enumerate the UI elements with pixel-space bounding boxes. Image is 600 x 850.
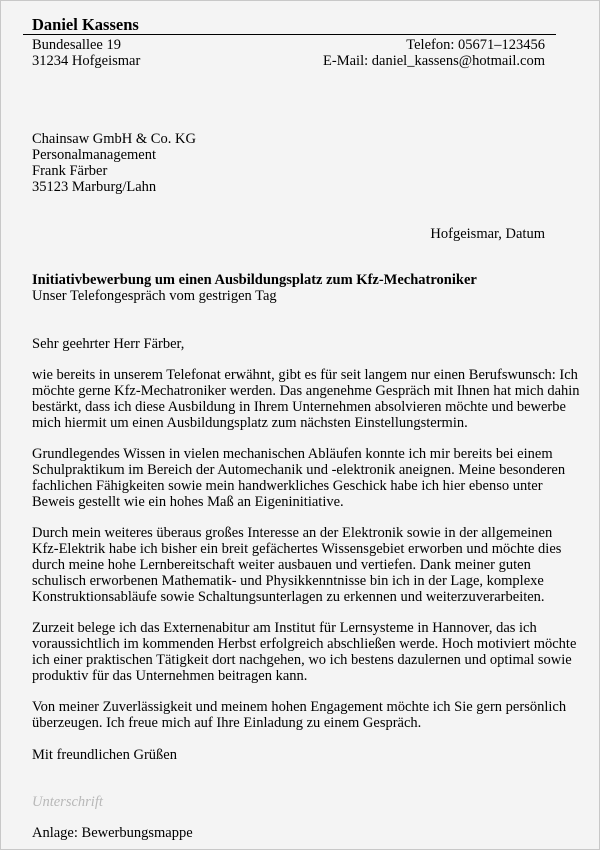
recipient-line: Chainsaw GmbH & Co. KG (32, 131, 196, 147)
paragraph-line: schulisch erworbenen Mathematik- und Physikkenntnisse bin ich in der Lage, komplexe (32, 573, 544, 589)
subject: Initiativbewerbung um einen Ausbildungsplatz zum Kfz-Mechatroniker (32, 272, 477, 288)
paragraph-line: mich hiermit um einen Ausbildungsplatz zum nächsten Einstellungstermin. (32, 415, 468, 431)
enclosure: Anlage: Bewerbungsmappe (32, 825, 193, 841)
subject-block (32, 272, 477, 304)
paragraph (32, 620, 576, 684)
paragraph (32, 367, 580, 431)
sender-city: 31234 Hofgeismar (32, 53, 141, 69)
sender-address (32, 37, 140, 69)
salutation: Sehr geehrter Herr Färber, (32, 336, 185, 352)
paragraph (32, 699, 566, 731)
paragraph-line: Grundlegendes Wissen in vielen mechanischen Abläufen konnte ich mir bereits bei einem (32, 446, 553, 462)
closing: Mit freundlichen Grüßen (32, 747, 177, 763)
recipient-line: Frank Färber (32, 163, 108, 179)
reference: Unser Telefongespräch vom gestrigen Tag (32, 288, 277, 304)
sender-name: Daniel Kassens (32, 15, 139, 34)
paragraph-line: überzeugen. Ich freue mich auf Ihre Einladung zu einem Gespräch. (32, 715, 422, 731)
paragraph-line: möchte gerne Kfz-Mechatroniker werden. Das angenehme Gespräch mit Ihnen hat mich dahin (32, 383, 580, 399)
sender-email: E-Mail: daniel_kassens@hotmail.com (323, 53, 545, 69)
paragraph-line: ich einer praktischen Tätigkeit dort nachgehen, wo ich bestens dazulernen und optimal sowie (32, 652, 572, 668)
place-date: Hofgeismar, Datum (430, 226, 545, 242)
paragraph-line: Konstruktionsabläufe sowie Schaltungsunterlagen zu erkennen und weiterzuverarbeiten. (32, 589, 545, 605)
paragraph-line: wie bereits in unserem Telefonat erwähnt, gibt es für seit langem nur einen Berufswunsch: Ich (32, 367, 578, 383)
paragraph-line: bestärkt, dass ich diese Ausbildung in Ihrem Unternehmen absolvieren möchte und bewerbe (32, 399, 566, 415)
paragraph (32, 525, 561, 605)
paragraph-line: voraussichtlich im kommenden Herbst erfolgreich abschließen werde. Hoch motiviert möchte (32, 636, 577, 652)
paragraph-line: Von meiner Zuverlässigkeit und meinem hohen Engagement möchte ich Sie gern persönlich (32, 699, 567, 715)
signature: Unterschrift (32, 794, 103, 810)
sender-contact (323, 37, 545, 69)
paragraph-line: Schulpraktikum im Bereich der Automechanik und -elektronik aneignen. Meine besonderen (32, 462, 566, 478)
paragraph-line: Durch mein weiteres überaus großes Interesse an der Elektronik sowie in der allgemeinen (32, 525, 553, 541)
paragraph-line: Zurzeit belege ich das Externenabitur am Institut für Lernsysteme in Hannover, das ich (32, 620, 537, 636)
paragraph (32, 446, 565, 510)
sender-phone: Telefon: 05671–123456 (406, 37, 545, 53)
recipient-address (32, 131, 196, 195)
sender-street: Bundesallee 19 (32, 37, 121, 53)
paragraph-line: durch meine hohe Lernbereitschaft weiter ausbauen und vertiefen. Dank meiner guten (32, 557, 531, 573)
paragraph-line: fachlichen Fähigkeiten sowie mein handwerkliches Geschick habe ich hier ebenso unter (32, 478, 543, 494)
recipient-line: 35123 Marburg/Lahn (32, 179, 157, 195)
paragraph-line: Kfz-Elektrik habe ich bisher ein breit gefächertes Wissensgebiet erworben und möchte dies (32, 541, 562, 557)
paragraph-line: produktiv für das Unternehmen beitragen kann. (32, 668, 308, 684)
recipient-line: Personalmanagement (32, 147, 157, 163)
header-divider (23, 34, 556, 35)
paragraph-line: Beweis gestellt wie ein hohes Maß an Eigeninitiative. (32, 494, 344, 510)
